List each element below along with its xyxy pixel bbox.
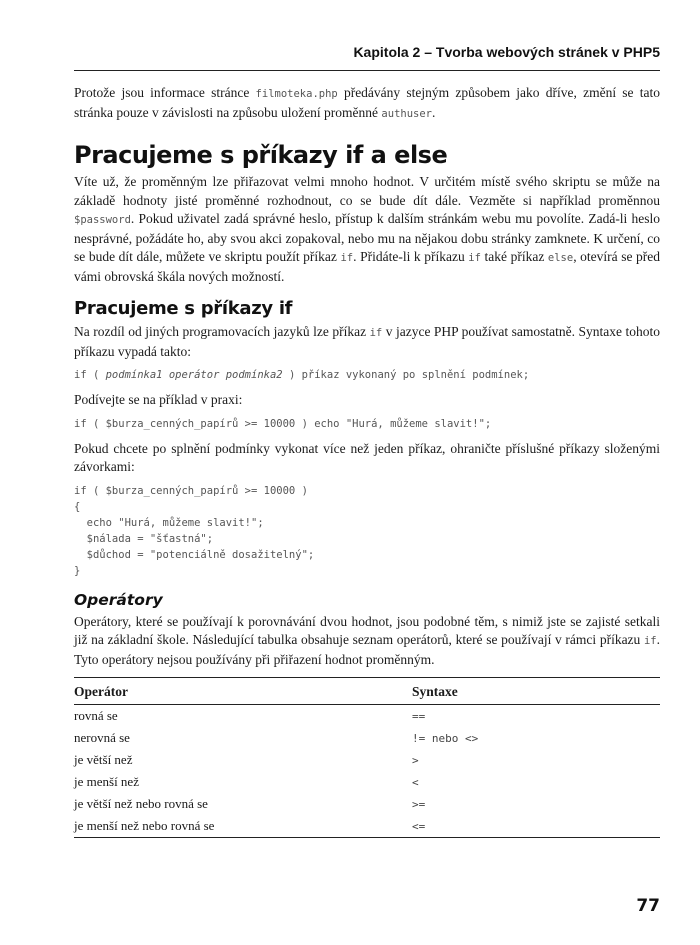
table-header-row [74,678,660,705]
if-else-text-1: Víte už, že proměnným lze přiřazovat velmi mnoho hodnot. V určitém místě svého skriptu se může na základě hodnoty jisté proměnné rozhodnout, co se bude dít dále. Vezměte si například proměnnou [74,174,660,208]
column-header-syntax: Syntaxe [412,678,660,705]
operators-text-1: Operátory, které se používají k porovnávání dvou hodnot, jsou podobné těm, s nimiž jste se zajisté setkali již na základní škole. Následující tabulka obsahuje seznam operátorů, které se používají v rámci příkazu [74,613,660,647]
intro-code-authuser: authuser [381,107,432,120]
operator-cell: je menší než [74,774,139,789]
code-else: else [547,252,574,264]
if-paragraph-1 [74,323,660,361]
table-row [74,771,660,793]
column-header-operator: Operátor [74,678,412,705]
operators-text-2: . Tyto operátory nejsou používány při přiřazení hodnot proměnným. [74,632,660,667]
syntax-part-b: podmínka1 operátor podmínka2 [105,369,283,381]
intro-text-1: Protože jsou informace stránce [74,85,256,100]
table-row [74,815,660,838]
code-password: $password [74,214,131,226]
operator-cell: rovná se [74,708,118,723]
if-text-2: v jazyce PHP používat samostatně. Syntaxe tohoto příkazu vypadá takto: [74,324,660,359]
if-text-1: Na rozdíl od jiných programovacích jazyků lze příkaz [74,324,370,339]
intro-text-2: předávány stejným způsobem jako dříve, změní se tato stránka pouze v závislosti na způsobu uložení proměnné [74,85,660,120]
table-row [74,705,660,728]
intro-code-filmoteka: filmoteka.php [255,88,338,100]
running-header: Kapitola 2 – Tvorba webových stránek v PHP5 [353,44,660,60]
intro-text-3: . [432,104,436,120]
if-else-text-2: . Pokud uživatel zadá správné heslo, přístup k dalším stránkám webu mu povolíte. Zadá-li heslo nesprávné, požádáte ho, aby svou akci zopakoval, nebo mu na nějakou dobu stránky zamknete. K určení, co se bude dít dále, můžete ve skriptu použít příkaz [74,211,660,264]
table-row [74,727,660,749]
example-code-2: if ( $burza_cenných_papírů >= 10000 ) { echo "Hurá, můžeme slavit!"; $nálada = "šťastná"; $důchod = "potenciálně dosažitelný"; } [74,484,315,577]
section-heading-operators: Operátory [74,590,163,609]
syntax-part-a: if ( [74,369,106,381]
operator-cell: nerovná se [74,730,130,745]
section-heading-if-else: Pracujeme s příkazy if a else [74,141,448,169]
syntax-code-line [74,367,660,383]
syntax-part-c: ) příkaz vykonaný po splnění podmínek; [282,369,530,381]
code-if-1: if [340,252,354,264]
page-number: 77 [636,896,660,916]
code-if-4: if [643,635,657,647]
if-paragraph-2: Podívejte se na příklad v praxi: [74,392,243,407]
page-content [74,84,660,838]
header-rule [74,70,660,71]
if-else-text-4: také příkaz [480,249,548,264]
syntax-cell: < [412,775,419,789]
table-row [74,749,660,771]
operator-cell: je větší než nebo rovná se [74,796,208,811]
if-else-text-3: . Přidáte-li k příkazu [353,249,469,264]
code-if-2: if [468,252,481,264]
operator-cell: je menší než nebo rovná se [74,815,412,838]
operators-paragraph [74,613,660,670]
operator-cell: je větší než [74,752,133,767]
syntax-cell: <= [412,815,660,838]
syntax-cell: >= [412,797,426,811]
intro-paragraph [74,84,660,123]
section-heading-if: Pracujeme s příkazy if [74,298,293,319]
operators-table [74,677,660,838]
syntax-cell: == [412,709,426,723]
if-paragraph-3: Pokud chcete po splnění podmínky vykonat více než jeden příkaz, ohraničte příslušné příkazy složenými závorkami: [74,440,660,474]
syntax-cell: > [412,753,419,767]
if-else-text-5: , otevírá se před vámi obrovská škála nových možností. [74,249,661,284]
if-else-paragraph [74,173,660,286]
table-row [74,793,660,815]
example-code-1: if ( $burza_cenných_papírů >= 10000 ) echo "Hurá, můžeme slavit!"; [74,417,492,430]
code-if-3: if [369,327,383,339]
syntax-cell: != nebo <> [412,731,479,745]
